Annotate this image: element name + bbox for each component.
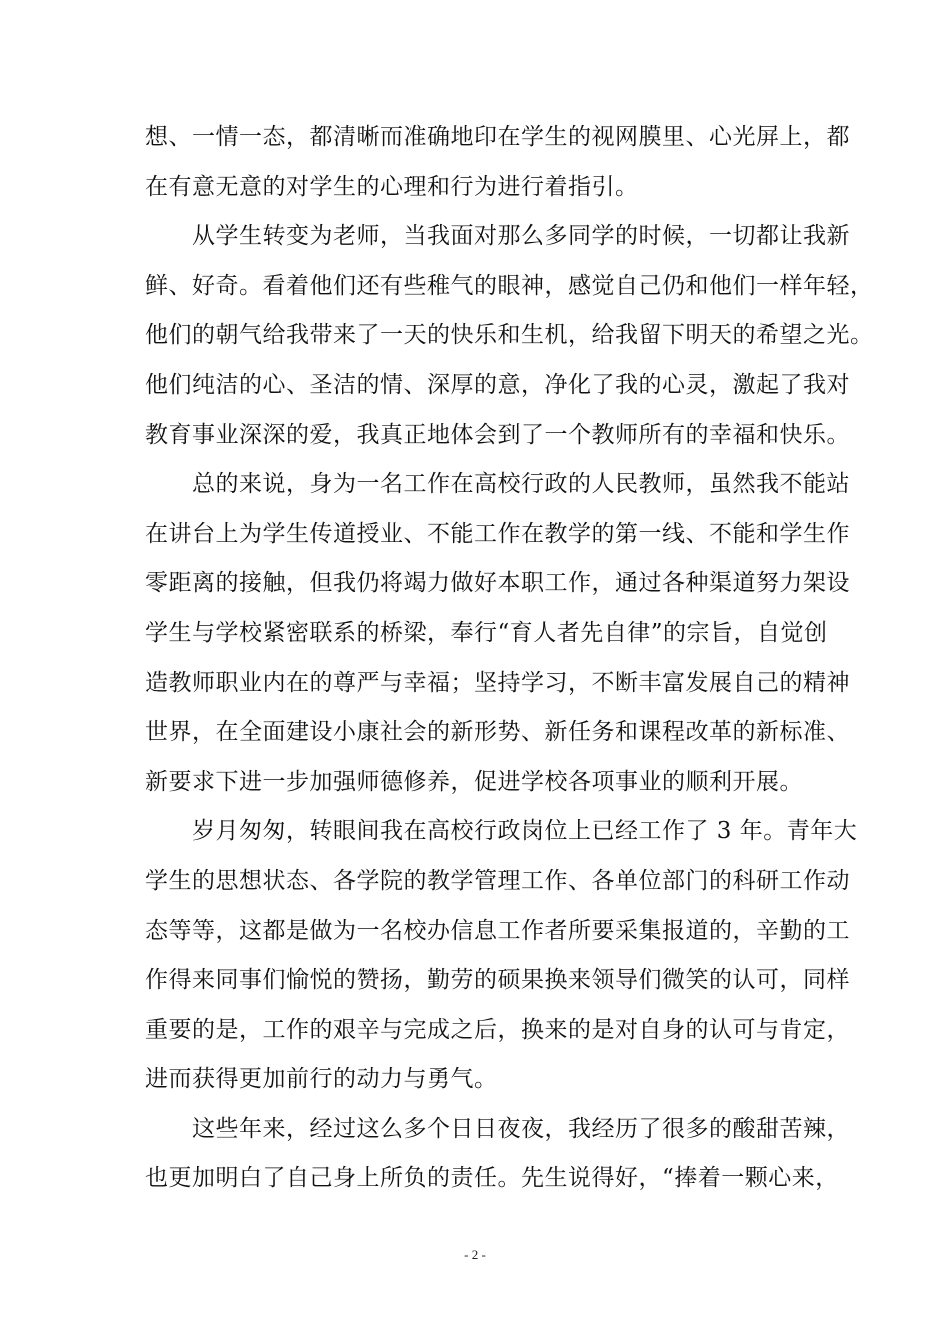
text-line: 也更加明白了自己身上所负的责任。先生说得好，“捧着一颗心来， <box>145 1165 839 1192</box>
text-line: 教育事业深深的爱，我真正地体会到了一个教师所有的幸福和快乐。 <box>145 421 850 448</box>
text-line: 世界，在全面建设小康社会的新形势、新任务和课程改革的新标准、 <box>145 719 850 746</box>
text-line: 在讲台上为学生传道授业、不能工作在教学的第一线、不能和学生作 <box>145 520 850 547</box>
text-line: 他们纯洁的心、圣洁的情、深厚的意，净化了我的心灵，激起了我对 <box>145 371 850 398</box>
text-line: 进而获得更加前行的动力与勇气。 <box>145 1066 498 1093</box>
text-line: 零距离的接触，但我仍将竭力做好本职工作，通过各种渠道努力架设 <box>145 570 850 597</box>
text-line: 鲜、好奇。看着他们还有些稚气的眼神，感觉自己仍和他们一样年轻， <box>145 272 874 299</box>
text-line: 作得来同事们愉悦的赞扬，勤劳的硕果换来领导们微笑的认可，同样 <box>145 967 850 994</box>
text-line: 态等等，这都是做为一名校办信息工作者所要采集报道的，辛勤的工 <box>145 917 850 944</box>
body-text <box>145 113 874 1204</box>
text-line: 在有意无意的对学生的心理和行为进行着指引。 <box>145 173 639 200</box>
text-line: 这些年来，经过这么多个日日夜夜，我经历了很多的酸甜苦辣， <box>192 1115 850 1142</box>
text-line: 他们的朝气给我带来了一天的快乐和生机，给我留下明天的希望之光。 <box>145 322 874 349</box>
text-line: 重要的是，工作的艰辛与完成之后，换来的是对自身的认可与肯定， <box>145 1016 850 1043</box>
text-line: 岁月匆匆，转眼间我在高校行政岗位上已经工作了 3 年。青年大 <box>192 818 858 845</box>
text-line: 想、一情一态，都清晰而准确地印在学生的视网膜里、心光屏上，都 <box>145 124 850 150</box>
text-line: 总的来说，身为一名工作在高校行政的人民教师，虽然我不能站 <box>192 471 850 498</box>
page-number: - 2 - <box>464 1247 486 1262</box>
text-line: 学生的思想状态、各学院的教学管理工作、各单位部门的科研工作动 <box>145 867 850 894</box>
text-line: 造教师职业内在的尊严与幸福；坚持学习，不断丰富发展自己的精神 <box>145 669 850 696</box>
text-line: 新要求下进一步加强师德修养，促进学校各项事业的顺利开展。 <box>145 768 803 795</box>
text-line: 学生与学校紧密联系的桥梁，奉行“育人者先自律”的宗旨，自觉创 <box>145 619 828 646</box>
text-line: 从学生转变为老师，当我面对那么多同学的时候，一切都让我新 <box>192 223 850 250</box>
